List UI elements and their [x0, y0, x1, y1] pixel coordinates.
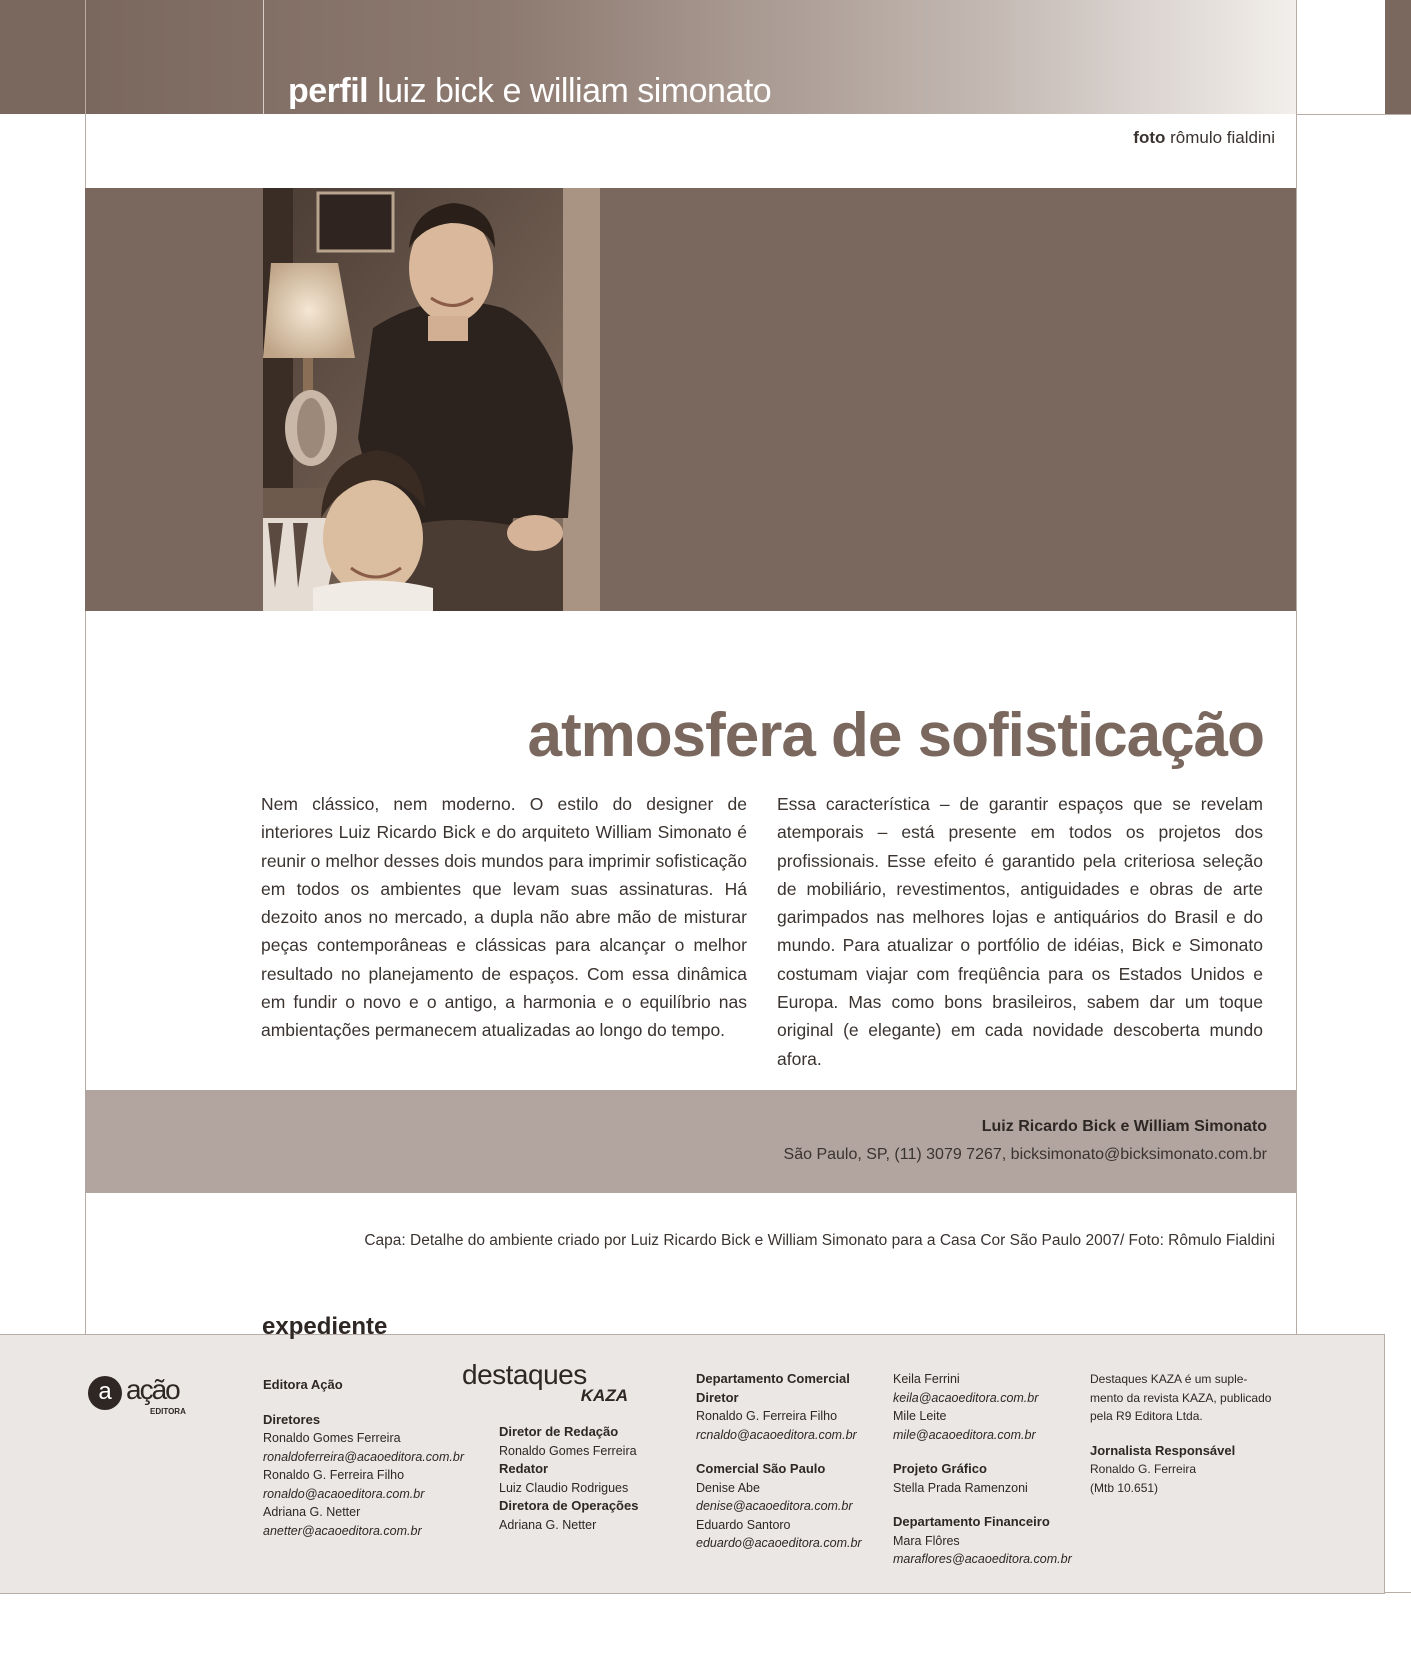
expediente-col-redacao — [499, 1423, 679, 1534]
guide-line-top-right — [1296, 114, 1411, 115]
guide-line-bottom-right — [1384, 1592, 1411, 1593]
expediente-col-diretores — [263, 1376, 473, 1540]
comercial-sp-name: Denise Abe — [696, 1480, 760, 1495]
comercial-sp-name: Eduardo Santoro — [696, 1517, 791, 1532]
team-email[interactable]: mile@acaoeditora.com.br — [893, 1427, 1036, 1442]
redator-name: Luiz Claudio Rodrigues — [499, 1480, 629, 1495]
director-name: Adriana G. Netter — [263, 1505, 361, 1519]
comercial-sp-email[interactable]: eduardo@acaoeditora.com.br — [696, 1536, 862, 1550]
photo-credit: foto rômulo fialdini — [1133, 128, 1275, 147]
jornalista-mtb: (Mtb 10.651) — [1090, 1480, 1159, 1495]
acao-logo-text: ação — [126, 1374, 179, 1405]
operacoes-name: Adriana G. Netter — [499, 1517, 597, 1532]
acao-logo-mark: a — [88, 1376, 122, 1410]
cover-caption: Capa: Detalhe do ambiente criado por Luiz Ricardo Bick e William Simonato para a Casa Cor São Paulo 2007/ Foto: Rômulo Fialdini — [364, 1232, 1275, 1249]
projeto-grafico-name: Stella Prada Ramenzoni — [893, 1480, 1028, 1495]
redator-heading: Redator — [499, 1461, 549, 1476]
comercial-sp-heading: Comercial São Paulo — [696, 1461, 826, 1476]
contact-band — [85, 1090, 1296, 1193]
team-email[interactable]: keila@acaoeditora.com.br — [893, 1390, 1039, 1405]
comercial-heading: Departamento Comercial — [696, 1371, 850, 1386]
financeiro-email[interactable]: maraflores@acaoeditora.com.br — [893, 1552, 1072, 1566]
guide-line-right — [1296, 0, 1297, 1334]
contact-name: Luiz Ricardo Bick e William Simonato — [981, 1118, 1267, 1135]
editora-name: Editora Ação — [263, 1377, 343, 1392]
contact-info: São Paulo, SP, (11) 3079 7267, bicksimonato@bicksimonato.com.br — [783, 1146, 1267, 1163]
diretores-heading: Diretores — [263, 1411, 321, 1427]
financeiro-heading: Departamento Financeiro — [893, 1514, 1050, 1529]
director-name: Ronaldo G. Ferreira Filho — [263, 1468, 405, 1482]
article-column-1: Nem clássico, nem moderno. O estilo do designer de interiores Luiz Ricardo Bick e do arquiteto William Simonato é reunir o melhor desses dois mundos para imprimir sofisticação em todos os ambientes que levam suas assinaturas. Há dezoito anos no mercado, a dupla não abre mão de misturar peças contemporâneas e clássicas para alcançar o melhor resultado no planejamento de espaços. Com essa dinâmica em fundir o novo e o antigo, a harmonia e o equilíbrio nas ambientações permanecem atualizadas ao longo do tempo. — [261, 794, 747, 1041]
supplement-note-line: mento da revista KAZA, publicado — [1090, 1390, 1272, 1405]
director-name: Ronaldo Gomes Ferreira — [263, 1431, 401, 1445]
comercial-sp-email[interactable]: denise@acaoeditora.com.br — [696, 1499, 853, 1513]
header-left-block — [0, 0, 85, 114]
financeiro-name: Mara Flôres — [893, 1533, 960, 1548]
director-email[interactable]: anetter@acaoeditora.com.br — [263, 1523, 422, 1538]
kaza-logo-text: KAZA — [580, 1386, 628, 1405]
expediente-title: expediente — [262, 1313, 388, 1340]
guide-line-header — [263, 0, 264, 114]
supplement-note-line: Destaques KAZA é um suple- — [1090, 1372, 1248, 1386]
director-email[interactable]: ronaldo@acaoeditora.com.br — [263, 1486, 425, 1501]
jornalista-name: Ronaldo G. Ferreira — [1090, 1462, 1197, 1476]
destaques-kaza-logo — [462, 1360, 632, 1408]
article-column-2: Essa característica – de garantir espaços que se revelam atemporais – está presente em todos os projetos dos profissionais. Esse efeito é garantido pela criteriosa seleção de mobiliário, revestimentos, antiguidades e obras de arte garimpados nas melhores lojas e antiquários do Brasil e do mundo. Para atualizar o portfólio de idéias, Bick e Simonato costumam viajar com freqüência para os Estados Unidos e Europa. Mas como bons brasileiros, sabem dar um toque original (e elegante) em cada novidade descoberta mundo afora. — [777, 794, 1263, 1069]
expediente-col-equipe — [893, 1370, 1083, 1569]
destaques-logo-text: destaques — [462, 1359, 587, 1390]
article-title: atmosfera de sofisticação — [527, 701, 1264, 770]
expediente-col-info — [1090, 1370, 1280, 1497]
team-name: Mile Leite — [893, 1409, 947, 1423]
acao-logo-sub: EDITORA — [150, 1407, 186, 1416]
comercial-director-heading: Diretor — [696, 1389, 739, 1405]
acao-logo — [88, 1374, 198, 1416]
expediente-col-comercial — [696, 1370, 886, 1553]
team-name: Keila Ferrini — [893, 1372, 960, 1386]
supplement-note-line: pela R9 Editora Ltda. — [1090, 1409, 1203, 1423]
comercial-director-email[interactable]: rcnaldo@acaoeditora.com.br — [696, 1427, 857, 1442]
jornalista-heading: Jornalista Responsável — [1090, 1442, 1236, 1458]
redacao-heading: Diretor de Redação — [499, 1424, 619, 1439]
header-right-block — [1385, 0, 1411, 114]
operacoes-heading: Diretora de Operações — [499, 1498, 639, 1513]
projeto-grafico-heading: Projeto Gráfico — [893, 1461, 987, 1476]
portrait-photo — [263, 188, 600, 611]
comercial-director-name: Ronaldo G. Ferreira Filho — [696, 1409, 838, 1423]
redacao-name: Ronaldo Gomes Ferreira — [499, 1443, 637, 1458]
director-email[interactable]: ronaldoferreira@acaoeditora.com.br — [263, 1449, 464, 1464]
header-title: perfil luiz bick e william simonato — [288, 72, 772, 110]
